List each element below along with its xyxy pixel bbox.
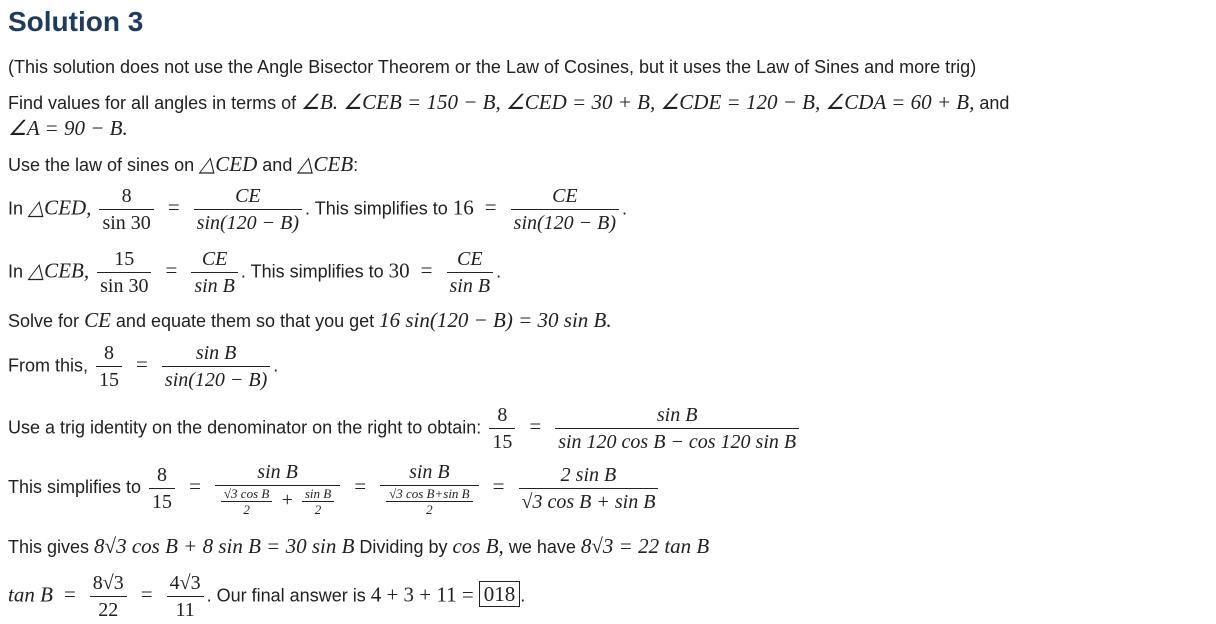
gives-text-2: Dividing by xyxy=(359,537,448,557)
final-period: . xyxy=(520,585,526,606)
angle-a: ∠A = 90 − B. xyxy=(8,116,128,140)
triangle-ced: △CED xyxy=(199,152,258,176)
law-text: Use the law of sines on xyxy=(8,155,195,175)
gives-line xyxy=(8,535,709,558)
in1-fraction-2: $\frac{CE}{\sin(120 - B)}$ xyxy=(194,183,302,236)
from-this-line: From this, $\frac{8}{15}$ = $\frac{\text{sin B}}{\sin(120 - B)}$ . xyxy=(8,342,279,391)
in1-fraction-1: $\frac{8}{\sin 30}$ xyxy=(99,183,153,236)
law-and: and xyxy=(262,155,293,175)
final-text: . Our final answer is xyxy=(206,585,366,606)
solve-text: Solve for xyxy=(8,311,80,331)
simp-f2-den-a: $\frac{\text{√3 cos B}}{2}$ xyxy=(221,486,272,517)
gives-text: This gives xyxy=(8,537,90,557)
angles-line xyxy=(8,91,1009,114)
in2-triangle: △CEB, xyxy=(28,258,90,283)
in1-prefix: In xyxy=(8,198,24,219)
tan-fraction-1: $\frac{8√3}{22}$ xyxy=(90,570,127,623)
simp-f2-den-b: $\frac{\text{sin B}}{2}$ xyxy=(302,486,334,517)
in2-fraction-1: $\frac{15}{\sin 30}$ xyxy=(97,246,151,299)
trig-identity-line: Use a trig identity on the denominator on the right to obtain: $\frac{8}{15}$ = $\frac{\text{sin B}}{\text{sin 120 cos B − cos 120 sin B}}$ xyxy=(8,402,802,455)
angles-and: and xyxy=(979,93,1010,113)
simp-fraction-1: $\frac{8}{15}$ xyxy=(149,462,175,515)
simplifies-line: This simplifies to $\frac{8}{15}$ = sin B $\frac{\text{√3 cos B}}{2}$ + $\frac{\text{sin B}}{2}$ = $\frac{\text{sin B}}{\frac{\text{√3 cos B+sin B}}{2}}$ = $\frac{\text{2 sin B}}{\text{√3 cos B + sin B}}$ xyxy=(8,459,661,517)
trig-fraction-2: $\frac{\text{sin B}}{\text{sin 120 cos B − cos 120 sin B}}$ xyxy=(555,402,799,455)
final-answer-box: 018 xyxy=(479,581,521,607)
angles-math: ∠B. ∠CEB = 150 − B, ∠CED = 30 + B, ∠CDE = 120 − B, ∠CDA = 60 + B, xyxy=(301,90,975,114)
in1-value: 16 xyxy=(452,195,474,220)
ceb-equation-line: In △CEB, $\frac{15}{\sin 30}$ = $\frac{CE}{\text{sin B}}$ . This simplifies to 30 = $\frac{CE}{\text{sin B}}$ . xyxy=(8,248,502,297)
in2-prefix: In xyxy=(8,261,24,282)
in2-value: 30 xyxy=(388,258,410,283)
page-title: Solution 3 xyxy=(8,6,144,37)
trig-fraction-1: $\frac{8}{15}$ xyxy=(489,402,515,455)
simp-fraction-2: sin B $\frac{\text{√3 cos B}}{2}$ + $\frac{\text{sin B}}{2}$ xyxy=(215,459,340,517)
gives-math-2: 8√3 = 22 tan B xyxy=(580,534,710,558)
tan-fraction-2: $\frac{4√3}{11}$ xyxy=(167,570,204,623)
from-text: From this, xyxy=(8,355,89,376)
gives-text-3: we have xyxy=(508,537,576,557)
ced-equation-line: In △CED, $\frac{8}{\sin 30}$ = $\frac{CE}{\sin(120 - B)}$ . This simplifies to 16 = $\frac{CE}{\sin(120 - B)}$ . xyxy=(8,185,628,234)
trig-text: Use a trig identity on the denominator on the right to obtain: xyxy=(8,417,482,438)
law-of-sines-line xyxy=(8,153,358,176)
gives-cos: cos B, xyxy=(452,534,504,558)
law-colon: : xyxy=(353,155,359,175)
in1-simplifies: . This simplifies to xyxy=(305,198,448,219)
tan-lhs: tan B xyxy=(8,582,53,607)
in2-simplifies: . This simplifies to xyxy=(240,261,384,282)
tan-line: tan B = $\frac{8√3}{22}$ = $\frac{4√3}{11}$ . Our final answer is 4 + 3 + 11 = 018 . xyxy=(8,572,526,621)
angles-text: Find values for all angles in terms of xyxy=(8,93,297,113)
simp-text: This simplifies to xyxy=(8,476,142,497)
triangle-ceb: △CEB xyxy=(297,152,354,176)
in1-fraction-3: $\frac{CE}{\sin(120 - B)}$ xyxy=(511,183,619,236)
final-math: 4 + 3 + 11 = xyxy=(370,582,474,607)
in2-fraction-3: $\frac{CE}{\text{sin B}}$ xyxy=(447,246,494,299)
gives-math: 8√3 cos B + 8 sin B = 30 sin B xyxy=(94,534,355,558)
simp-f3-den: $\frac{\text{√3 cos B+sin B}}{2}$ xyxy=(386,486,473,517)
solve-text-2: and equate them so that you get xyxy=(115,311,375,331)
simp-fraction-3: $\frac{\text{sin B}}{\frac{\text{√3 cos B+sin B}}{2}}$ xyxy=(380,459,479,517)
simp-fraction-4: $\frac{\text{2 sin B}}{\text{√3 cos B + sin B}}$ xyxy=(519,462,659,515)
from-fraction-2: $\frac{\text{sin B}}{\sin(120 - B)}$ xyxy=(162,340,270,393)
in2-fraction-2: $\frac{CE}{\text{sin B}}$ xyxy=(191,246,238,299)
from-fraction-1: $\frac{8}{15}$ xyxy=(96,340,122,393)
intro-text: (This solution does not use the Angle Bisector Theorem or the Law of Cosines, but it uses the Law of Sines and more trig) xyxy=(8,57,977,77)
in1-triangle: △CED, xyxy=(28,195,92,220)
solve-ce: CE xyxy=(84,308,111,332)
angles-line-2 xyxy=(8,117,128,140)
solve-line xyxy=(8,309,612,332)
solve-math: 16 sin(120 − B) = 30 sin B. xyxy=(379,308,612,332)
